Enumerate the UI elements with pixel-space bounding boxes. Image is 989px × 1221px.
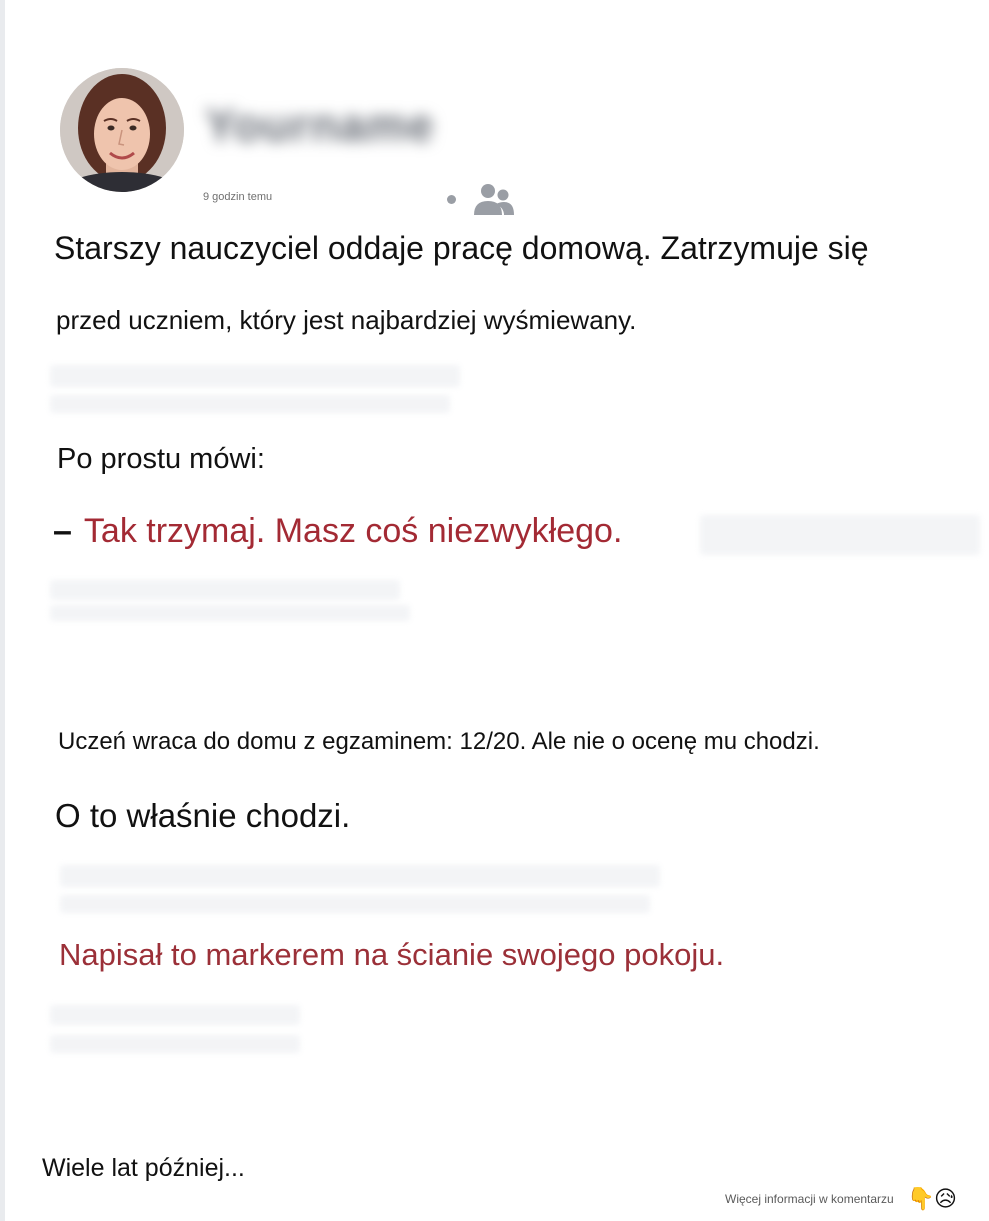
ghost-line — [50, 580, 400, 600]
pointing-down-icon: 👇 — [907, 1186, 935, 1211]
post-timestamp[interactable]: 9 godzin temu — [203, 191, 273, 203]
quote-text: Tak trzymaj. Masz coś niezwykłego. — [83, 512, 623, 550]
ghost-line — [60, 895, 650, 913]
author-avatar[interactable] — [60, 68, 184, 192]
post-text-line: Starszy nauczyciel oddaje pracę domową. Zatrzymuje się — [54, 230, 869, 266]
post-text-line: Po prostu mówi: — [57, 443, 265, 475]
sad-face-icon: 😥 — [934, 1186, 957, 1211]
ghost-line — [50, 1005, 300, 1025]
friends-icon[interactable] — [470, 181, 516, 219]
more-info-note: Więcej informacji w komentarzu — [725, 1192, 894, 1206]
highlight-text: Napisał to markerem na ścianie swojego pokoju. — [59, 937, 725, 972]
post-text-line: przed uczniem, który jest najbardziej wyśmiewany. — [56, 305, 637, 335]
post-text-line: Wiele lat później... — [42, 1154, 245, 1182]
post-text-line: Uczeń wraca do domu z egzaminem: 12/20. Ale nie o ocenę mu chodzi. — [58, 728, 820, 755]
quote-dash: – — [53, 512, 72, 550]
ghost-line — [700, 515, 980, 555]
ghost-line — [60, 865, 660, 887]
ghost-line — [50, 395, 450, 413]
post-text-line: O to właśnie chodzi. — [55, 797, 351, 834]
author-name[interactable]: Yourname — [205, 99, 435, 151]
ghost-line — [50, 1035, 300, 1053]
ghost-line — [50, 365, 460, 387]
teacher-quote — [53, 512, 622, 551]
ghost-line — [50, 605, 410, 621]
separator-dot — [447, 195, 456, 204]
left-border — [0, 0, 5, 1221]
